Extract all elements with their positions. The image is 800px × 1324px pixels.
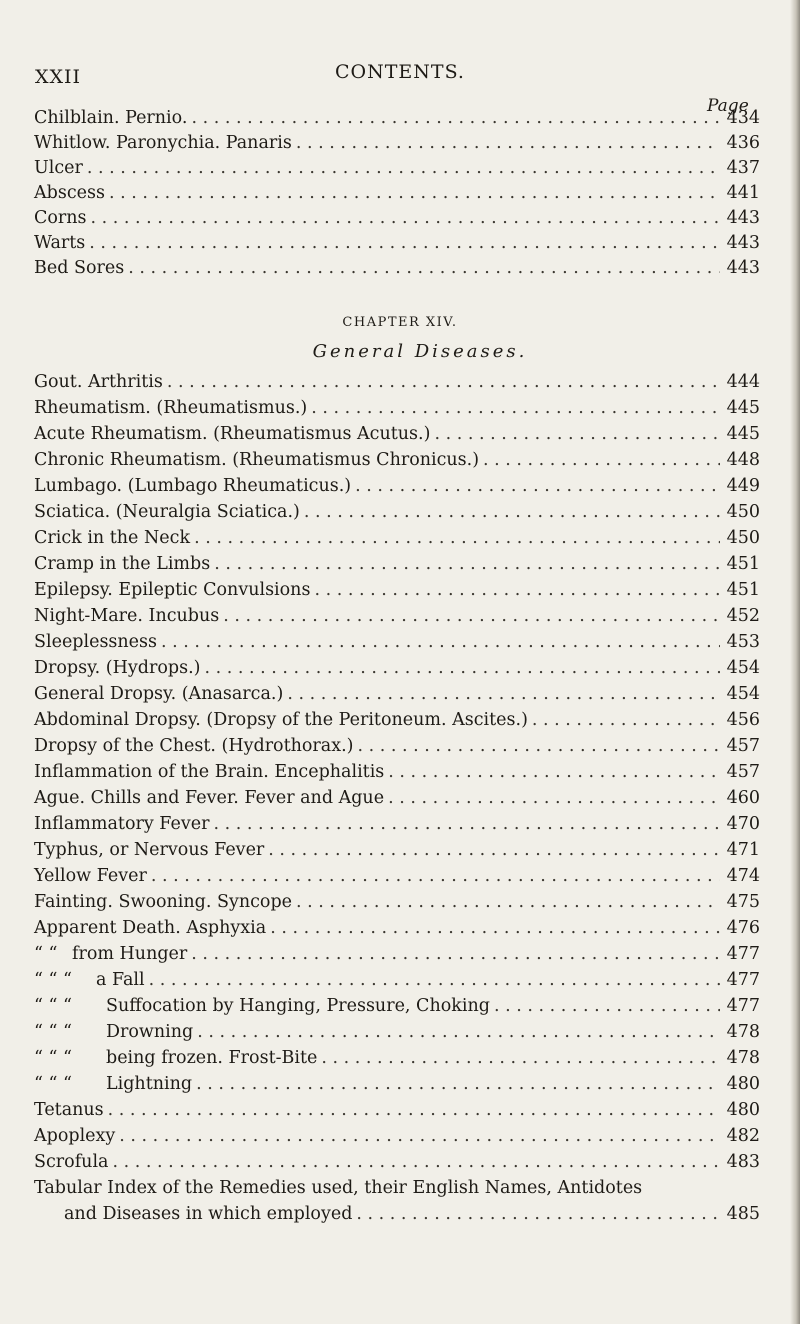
- entry-page: 483: [726, 1152, 760, 1172]
- entry-title: Crick in the Neck: [34, 528, 191, 548]
- entry-page: 475: [726, 892, 760, 912]
- toc-entry: [34, 814, 760, 838]
- entry-page: 477: [726, 944, 760, 964]
- entry-page: 436: [726, 133, 760, 153]
- leader-dots: [355, 476, 720, 496]
- entry-title: Apoplexy: [34, 1126, 116, 1146]
- toc-entry: [34, 372, 760, 396]
- leader-dots: [167, 372, 720, 392]
- entry-page: 457: [726, 736, 760, 756]
- leader-dots: [532, 710, 720, 730]
- entry-title: Typhus, or Nervous Fever: [34, 840, 265, 860]
- toc-subentry: [34, 944, 760, 968]
- leader-dots: [128, 258, 720, 278]
- toc-entry: [34, 476, 760, 500]
- entry-page: 480: [726, 1074, 760, 1094]
- leader-dots: [214, 554, 720, 574]
- toc-entry: [34, 398, 760, 422]
- entry-page: 480: [726, 1100, 760, 1120]
- toc-entry: [34, 606, 760, 630]
- entry-page: 448: [726, 450, 760, 470]
- toc-entry: [34, 528, 760, 552]
- leader-dots: [119, 1126, 720, 1146]
- toc-entry: [34, 233, 760, 257]
- toc-entry: [34, 840, 760, 864]
- toc-entry: [34, 788, 760, 812]
- entry-title: Abdominal Dropsy. (Dropsy of the Peritoneum. Ascites.): [34, 710, 528, 730]
- chapter-subtitle: General Diseases.: [312, 341, 528, 362]
- entry-page: 445: [726, 424, 760, 444]
- leader-dots: [388, 788, 720, 808]
- leader-dots: [204, 658, 720, 678]
- entry-title: Night-Mare. Incubus: [34, 606, 220, 626]
- leader-dots: [191, 944, 720, 964]
- leader-dots: [91, 208, 720, 228]
- leader-dots: [304, 502, 720, 522]
- page-column-label: Page: [707, 96, 749, 116]
- chapter-heading: CHAPTER XIV.: [342, 315, 458, 330]
- entry-page: 443: [726, 208, 760, 228]
- leader-dots: [191, 108, 720, 128]
- entry-page: 451: [726, 580, 760, 600]
- entry-page: 451: [726, 554, 760, 574]
- entry-page: 453: [726, 632, 760, 652]
- leader-dots: [311, 398, 720, 418]
- entry-title: Abscess: [34, 183, 105, 203]
- entry-title: Whitlow. Paronychia. Panaris: [34, 133, 292, 153]
- toc-entry: [34, 684, 760, 708]
- leader-dots: [196, 1074, 720, 1094]
- entry-page: 457: [726, 762, 760, 782]
- entry-title: Lumbago. (Lumbago Rheumaticus.): [34, 476, 352, 496]
- toc-entry: [34, 918, 760, 942]
- entry-title: and Diseases in which employed: [64, 1204, 353, 1224]
- entry-page: 445: [726, 398, 760, 418]
- leader-dots: [149, 970, 720, 990]
- leader-dots: [151, 866, 720, 886]
- running-header: CONTENTS.: [335, 61, 465, 83]
- entry-title: Suffocation by Hanging, Pressure, Choking: [106, 996, 490, 1016]
- toc-entry: [34, 1100, 760, 1124]
- toc-entry: [34, 762, 760, 786]
- entry-page: 477: [726, 970, 760, 990]
- toc-entry: [34, 736, 760, 760]
- toc-entry: [34, 183, 760, 207]
- toc-entry: [34, 208, 760, 232]
- toc-entry: [34, 580, 760, 604]
- toc-entry: [34, 1126, 760, 1150]
- page-edge: [790, 0, 800, 1324]
- entry-page: 456: [726, 710, 760, 730]
- entry-title: Sciatica. (Neuralgia Sciatica.): [34, 502, 300, 522]
- entry-page: 452: [726, 606, 760, 626]
- leader-dots: [89, 233, 720, 253]
- leader-dots: [494, 996, 720, 1016]
- entry-page: 470: [726, 814, 760, 834]
- entry-page: 450: [726, 528, 760, 548]
- entry-page: 476: [726, 918, 760, 938]
- leader-dots: [388, 762, 720, 782]
- toc-entry: [34, 450, 760, 474]
- entry-title: Inflammation of the Brain. Encephalitis: [34, 762, 385, 782]
- entry-title: Dropsy. (Hydrops.): [34, 658, 201, 678]
- page-number-roman: XXII: [35, 66, 82, 88]
- leader-dots: [108, 1100, 720, 1120]
- entry-title: a Fall: [96, 970, 145, 990]
- leader-dots: [296, 133, 720, 153]
- entry-title: Lightning: [106, 1074, 193, 1094]
- entry-title: Inflammatory Fever: [34, 814, 210, 834]
- entry-title: Yellow Fever: [34, 866, 147, 886]
- entry-title: Warts: [34, 233, 86, 253]
- entry-title: Cramp in the Limbs: [34, 554, 211, 574]
- ditto-marks: “ “ “: [34, 996, 72, 1016]
- ditto-marks: “ “ “: [34, 1022, 72, 1042]
- entry-title: General Dropsy. (Anasarca.): [34, 684, 284, 704]
- entry-title: Fainting. Swooning. Syncope: [34, 892, 293, 912]
- leader-dots: [197, 1022, 720, 1042]
- entry-page: 454: [726, 658, 760, 678]
- entry-page: 441: [726, 183, 760, 203]
- toc-entry: [34, 658, 760, 682]
- entry-title: Tetanus: [34, 1100, 104, 1120]
- toc-entry-continuation: [64, 1204, 760, 1228]
- toc-entry: [34, 1178, 760, 1202]
- toc-entry: [34, 710, 760, 734]
- leader-dots: [358, 736, 721, 756]
- toc-entry: [34, 892, 760, 916]
- leader-dots: [356, 1204, 720, 1224]
- entry-title: Gout. Arthritis: [34, 372, 163, 392]
- toc-entry: [34, 158, 760, 182]
- ditto-marks: “ “ “: [34, 1074, 72, 1094]
- entry-title: Tabular Index of the Remedies used, their English Names, Antidotes: [34, 1178, 643, 1198]
- toc-entry: [34, 866, 760, 890]
- entry-title: Rheumatism. (Rheumatismus.): [34, 398, 308, 418]
- leader-dots: [223, 606, 720, 626]
- toc-subentry: [34, 1074, 760, 1098]
- entry-page: 449: [726, 476, 760, 496]
- entry-page: 454: [726, 684, 760, 704]
- entry-title: Bed Sores: [34, 258, 125, 278]
- leader-dots: [161, 632, 720, 652]
- entry-title: Sleeplessness: [34, 632, 158, 652]
- toc-entry: [34, 424, 760, 448]
- entry-page: 444: [726, 372, 760, 392]
- leader-dots: [109, 183, 720, 203]
- entry-title: Epilepsy. Epileptic Convulsions: [34, 580, 311, 600]
- entry-title: Scrofula: [34, 1152, 109, 1172]
- toc-subentry: [34, 996, 760, 1020]
- entry-title: Apparent Death. Asphyxia: [34, 918, 267, 938]
- entry-page: 477: [726, 996, 760, 1016]
- toc-entry: [34, 632, 760, 656]
- entry-page: 478: [726, 1022, 760, 1042]
- leader-dots: [434, 424, 720, 444]
- leader-dots: [270, 918, 720, 938]
- ditto-marks: “ “ “: [34, 970, 72, 990]
- entry-page: 478: [726, 1048, 760, 1068]
- leader-dots: [112, 1152, 720, 1172]
- entry-title: Acute Rheumatism. (Rheumatismus Acutus.): [34, 424, 431, 444]
- entry-page: 450: [726, 502, 760, 522]
- leader-dots: [268, 840, 720, 860]
- toc-subentry: [34, 1022, 760, 1046]
- entry-title: Chilblain. Pernio.: [34, 108, 188, 128]
- toc-entry: [34, 554, 760, 578]
- ditto-marks: “ “: [34, 944, 58, 964]
- entry-page: 482: [726, 1126, 760, 1146]
- toc-entry: [34, 502, 760, 526]
- leader-dots: [287, 684, 720, 704]
- entry-title: Drowning: [106, 1022, 194, 1042]
- entry-title: from Hunger: [72, 944, 188, 964]
- entry-page: 460: [726, 788, 760, 808]
- leader-dots: [321, 1048, 720, 1068]
- entry-page: 443: [726, 233, 760, 253]
- toc-entry: [34, 133, 760, 157]
- entry-title: being frozen. Frost-Bite: [106, 1048, 318, 1068]
- leader-dots: [296, 892, 720, 912]
- leader-dots: [314, 580, 720, 600]
- entry-page: 485: [726, 1204, 760, 1224]
- entry-page: 434: [726, 108, 760, 128]
- toc-entry: [34, 258, 760, 282]
- leader-dots: [194, 528, 720, 548]
- entry-title: Ague. Chills and Fever. Fever and Ague: [34, 788, 385, 808]
- entry-page: 437: [726, 158, 760, 178]
- entry-title: Corns: [34, 208, 87, 228]
- toc-entry: [34, 108, 760, 132]
- toc-subentry: [34, 970, 760, 994]
- toc-entry: [34, 1152, 760, 1176]
- entry-page: 471: [726, 840, 760, 860]
- entry-page: 474: [726, 866, 760, 886]
- leader-dots: [483, 450, 720, 470]
- leader-dots: [213, 814, 720, 834]
- entry-page: 443: [726, 258, 760, 278]
- entry-title: Chronic Rheumatism. (Rheumatismus Chronicus.): [34, 450, 480, 470]
- entry-title: Ulcer: [34, 158, 83, 178]
- leader-dots: [87, 158, 720, 178]
- ditto-marks: “ “ “: [34, 1048, 72, 1068]
- toc-subentry: [34, 1048, 760, 1072]
- entry-title: Dropsy of the Chest. (Hydrothorax.): [34, 736, 354, 756]
